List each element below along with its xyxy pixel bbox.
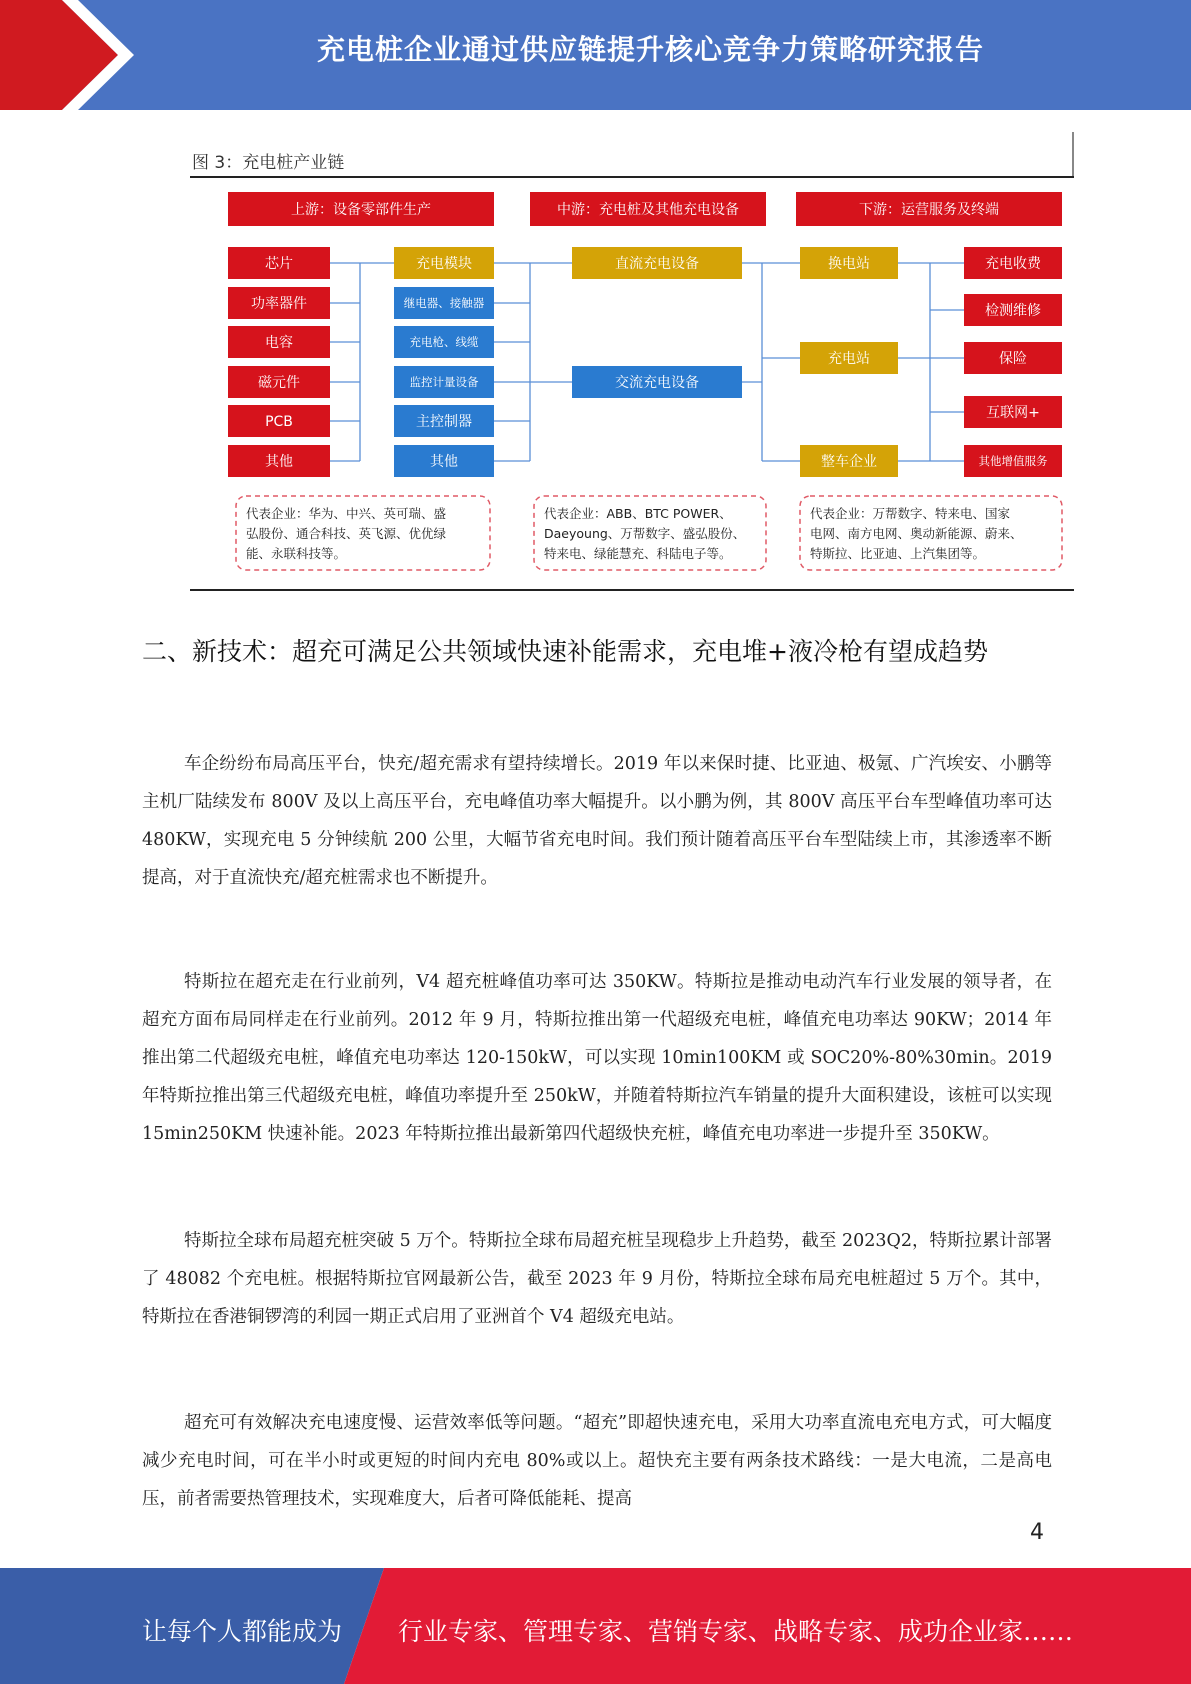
upstream-module-0 [394, 247, 494, 279]
header-chevron-icon [0, 0, 150, 110]
diagram-box-label: 充电枪、线缆 [409, 335, 479, 349]
downstream-service-4 [964, 445, 1062, 477]
industry-chain-diagram [190, 130, 1074, 592]
diagram-box-label: 主控制器 [416, 414, 472, 430]
page-header [0, 0, 1191, 110]
diagram-box-label: 充电收费 [985, 256, 1041, 272]
downstream-station-2 [800, 445, 898, 477]
diagram-box-label: 充电模块 [416, 256, 472, 272]
diagram-box-label: 功率器件 [251, 296, 307, 312]
stage-header-upstream-label: 上游：设备零部件生产 [291, 202, 431, 218]
diagram-box-label: 互联网+ [986, 405, 1040, 421]
diagram-box-label: Daeyoung、万帮数字、盛弘股份、 [544, 526, 746, 541]
downstream-service-2 [964, 342, 1062, 374]
downstream-station-0 [800, 247, 898, 279]
downstream-service-1 [964, 294, 1062, 326]
diagram-box-label: 磁元件 [258, 375, 300, 391]
representatives-midstream [534, 496, 766, 570]
paragraph-1: 车企纷纷布局高压平台，快充/超充需求有望持续增长。2019 年以来保时捷、比亚迪、极氪、广汽埃安、小鹏等主机厂陆续发布 800V 及以上高压平台，充电峰值功率大幅提升。以小鹏为例，其 800V 高压平台车型峰值功率可达 480KW，实现充电 5 分钟续航 200 公里，大幅节省充电时间。我们预计随着高压平台车型陆续上市，其渗透率不断提高，对于直流快充/超充桩需求也不断提升。 [142, 754, 1052, 888]
figure-caption: 图 3：充电桩产业链 [192, 153, 345, 173]
downstream-station-1 [800, 342, 898, 374]
downstream-service-0 [964, 247, 1062, 279]
diagram-box-label: 检测维修 [985, 303, 1041, 319]
diagram-box-label: 弘股份、通合科技、英飞源、优优绿 [246, 526, 447, 541]
upstream-component-3 [228, 366, 330, 398]
page-number: 4 [1030, 1520, 1044, 1545]
diagram-box-label: 继电器、接触器 [403, 296, 485, 310]
diagram-box-label: 其他 [430, 454, 458, 470]
stage-header-midstream-label: 中游：充电桩及其他充电设备 [557, 202, 739, 218]
paragraph-4: 超充可有效解决充电速度慢、运营效率低等问题。“超充”即超快速充电，采用大功率直流电充电方式，可大幅度减少充电时间，可在半小时或更短的时间内充电 80%或以上。超快充主要有两条技术路线：一是大电流，二是高电压，前者需要热管理技术，实现难度大，后者可降低能耗、提高 [142, 1413, 1052, 1509]
report-title: 充电桩企业通过供应链提升核心竞争力策略研究报告 [316, 33, 984, 66]
upstream-module-4 [394, 405, 494, 437]
diagram-box-label: 电容 [265, 335, 293, 351]
diagram-box-label: 电网、南方电网、奥动新能源、蔚来、 [810, 526, 1023, 541]
upstream-component-0 [228, 247, 330, 279]
diagram-box-label: 充电站 [828, 351, 870, 367]
diagram-box-label: 换电站 [828, 256, 870, 272]
diagram-box-label: 直流充电设备 [615, 256, 699, 272]
stage-header-downstream [796, 192, 1062, 226]
diagram-box-label: 其他 [265, 454, 293, 470]
diagram-box-label: 其他增值服务 [978, 454, 1048, 468]
upstream-component-1 [228, 287, 330, 319]
midstream-equipment-1 [572, 366, 742, 398]
upstream-module-3 [394, 366, 494, 398]
diagram-box-label: 代表企业：华为、中兴、英可瑞、盛 [246, 506, 447, 521]
figure-rule-bottom [190, 589, 1074, 591]
diagram-box-label: 保险 [999, 351, 1027, 367]
diagram-box-label: 监控计量设备 [409, 375, 479, 389]
stage-header-upstream [228, 192, 494, 226]
diagram-box-label: PCB [265, 414, 293, 430]
industry-chain-figure [190, 130, 1074, 592]
footer-slogan-left: 让每个人都能成为 [142, 1617, 343, 1646]
paragraph-3: 特斯拉全球布局超充桩突破 5 万个。特斯拉全球布局超充桩呈现稳步上升趋势，截至 2023Q2，特斯拉累计部署了 48082 个充电桩。根据特斯拉官网最新公告，截至 2023 年 9 月份，特斯拉全球布局充电桩超过 5 万个。其中，特斯拉在香港铜锣湾的利园一期正式启用了亚洲首个 V4 超级充电站。 [142, 1231, 1052, 1327]
upstream-component-5 [228, 445, 330, 477]
representatives-upstream [236, 496, 490, 570]
diagram-box-label: 特斯拉、比亚迪、上汽集团等。 [810, 546, 986, 561]
section-heading: 二、新技术：超充可满足公共领域快速补能需求，充电堆+液冷枪有望成趋势 [142, 637, 988, 666]
stage-header-downstream-label: 下游：运营服务及终端 [859, 202, 999, 218]
downstream-service-3 [964, 396, 1062, 428]
diagram-box-label: 能、永联科技等。 [246, 546, 347, 561]
diagram-box-label: 交流充电设备 [615, 375, 699, 391]
stage-header-midstream [530, 192, 766, 226]
diagram-box-label: 特来电、绿能慧充、科陆电子等。 [544, 546, 732, 561]
diagram-box-label: 代表企业：ABB、BTC POWER、 [544, 506, 732, 521]
upstream-component-2 [228, 326, 330, 358]
midstream-equipment-0 [572, 247, 742, 279]
diagram-box-label: 代表企业：万帮数字、特来电、国家 [810, 506, 1011, 521]
representatives-downstream [800, 496, 1062, 570]
page-footer [0, 1568, 1191, 1684]
footer-slogan-right: 行业专家、管理专家、营销专家、战略专家、成功企业家…… [398, 1617, 1074, 1646]
upstream-module-5 [394, 445, 494, 477]
diagram-box-label: 芯片 [265, 256, 293, 272]
upstream-module-1 [394, 287, 494, 319]
upstream-module-2 [394, 326, 494, 358]
upstream-component-4 [228, 405, 330, 437]
diagram-box-label: 整车企业 [821, 454, 877, 470]
paragraph-2: 特斯拉在超充走在行业前列，V4 超充桩峰值功率可达 350KW。特斯拉是推动电动汽车行业发展的领导者，在超充方面布局同样走在行业前列。2012 年 9 月，特斯拉推出第一代超级充电桩，峰值充电功率达 90KW；2014 年推出第二代超级充电桩，峰值充电功率达 120-150kW，可以实现 10min100KM 或 SOC20%-80%30min。2019 年特斯拉推出第三代超级充电桩，峰值功率提升至 250kW，并随着特斯拉汽车销量的提升大面积建设，该桩可以实现 15min250KM 快速补能。2023 年特斯拉推出最新第四代超级快充桩，峰值充电功率进一步提升至 350KW。 [142, 972, 1052, 1144]
